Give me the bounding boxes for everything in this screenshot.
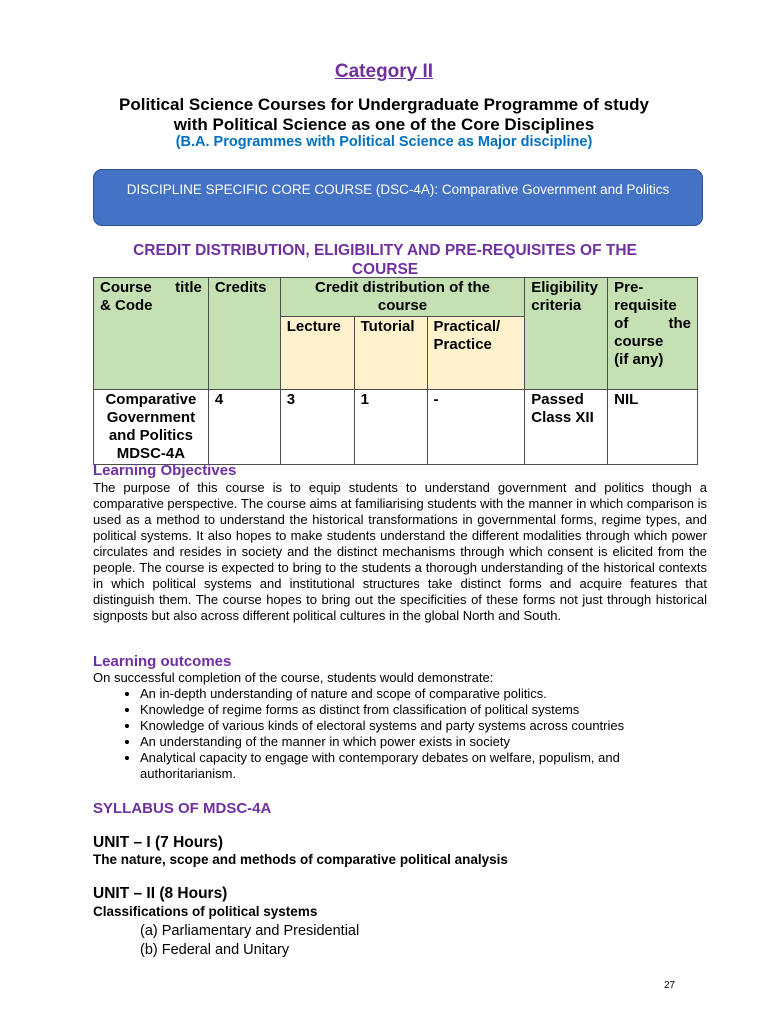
page-number: 27 — [664, 980, 676, 991]
header-credit-distribution: Credit distribution of the course — [280, 278, 525, 317]
list-item: • Knowledge of various kinds of electoral systems and party systems across countries — [140, 718, 707, 734]
unit-1-title: UNIT – I (7 Hours) — [93, 834, 224, 851]
list-item: • An in-depth understanding of nature and scope of comparative politics. — [140, 686, 707, 702]
cell-eligibility: Passed Class XII — [525, 390, 608, 465]
page-subtitle: (B.A. Programmes with Political Science as Major discipline) — [175, 134, 593, 150]
page-title-line-2: with Political Science as one of the Core Disciplines — [173, 115, 595, 134]
header-lecture: Lecture — [280, 317, 354, 390]
cell-course: Comparative Government and Politics MDSC-4A — [94, 390, 209, 465]
learning-outcomes-intro: On successful completion of the course, students would demonstrate: — [93, 670, 494, 685]
header-tutorial: Tutorial — [354, 317, 427, 390]
list-item: • Knowledge of regime forms as distinct from classification of political systems — [140, 702, 707, 718]
header-prerequisite: Pre- requisite of the course (if any) — [608, 278, 698, 390]
learning-outcomes-heading: Learning outcomes — [93, 653, 232, 670]
unit-2-title: UNIT – II (8 Hours) — [93, 885, 228, 902]
cell-practical: - — [427, 390, 525, 465]
unit-1-subtitle: The nature, scope and methods of comparative political analysis — [93, 852, 508, 867]
unit-2-item: (a) Parliamentary and Presidential — [140, 923, 360, 939]
credit-heading-line-2: COURSE — [351, 261, 419, 278]
cell-tutorial: 1 — [354, 390, 427, 465]
page-title — [0, 95, 768, 135]
table-header-row — [94, 278, 698, 317]
credit-distribution-table — [93, 277, 698, 465]
outcomes-list — [93, 686, 707, 782]
cell-credits: 4 — [208, 390, 280, 465]
cell-lecture: 3 — [280, 390, 354, 465]
credit-distribution-heading — [100, 241, 670, 279]
header-eligibility: Eligibility criteria — [525, 278, 608, 390]
table-row — [94, 390, 698, 465]
learning-outcomes — [93, 670, 707, 782]
header-practical: Practical/ Practice — [427, 317, 525, 390]
credit-heading-line-1: CREDIT DISTRIBUTION, ELIGIBILITY AND PRE-REQUISITES OF THE — [133, 242, 637, 259]
list-item: • Analytical capacity to engage with contemporary debates on welfare, populism, and authoritarianism. — [140, 750, 707, 782]
learning-objectives-heading: Learning Objectives — [93, 462, 237, 479]
dsc-course-banner: DISCIPLINE SPECIFIC CORE COURSE (DSC-4A): Comparative Government and Politics — [93, 169, 703, 226]
page-title-line-1: Political Science Courses for Undergraduate Programme of study — [119, 95, 649, 114]
header-course-title: Course title & Code — [94, 278, 209, 390]
cell-prerequisite: NIL — [608, 390, 698, 465]
list-item: • An understanding of the manner in which power exists in society — [140, 734, 707, 750]
category-title: Category II — [334, 61, 434, 82]
unit-2-subtitle: Classifications of political systems — [93, 904, 318, 919]
unit-2-item: (b) Federal and Unitary — [140, 942, 290, 958]
syllabus-heading: SYLLABUS OF MDSC-4A — [93, 800, 272, 817]
learning-objectives-text: The purpose of this course is to equip students to understand government and politics though a comparative perspective. The course aims at familiarising students with the manner in which comparison is used as a method to understand the historical transformations in governmental forms, regime types, and political systems. It also hopes to make students understand the different modalities through which power circulates and resides in society and the distinct mechanisms through which consent is elicited from the people. The course is expected to bring to the students a thorough understanding of the historical contexts in which political systems and institutional structures take distinct forms and acquire features that distinguish them. The course hopes to bring out the specificities of these forms not just through historical signposts but also across different political cultures in the global North and South. — [93, 480, 707, 623]
header-credits: Credits — [208, 278, 280, 390]
